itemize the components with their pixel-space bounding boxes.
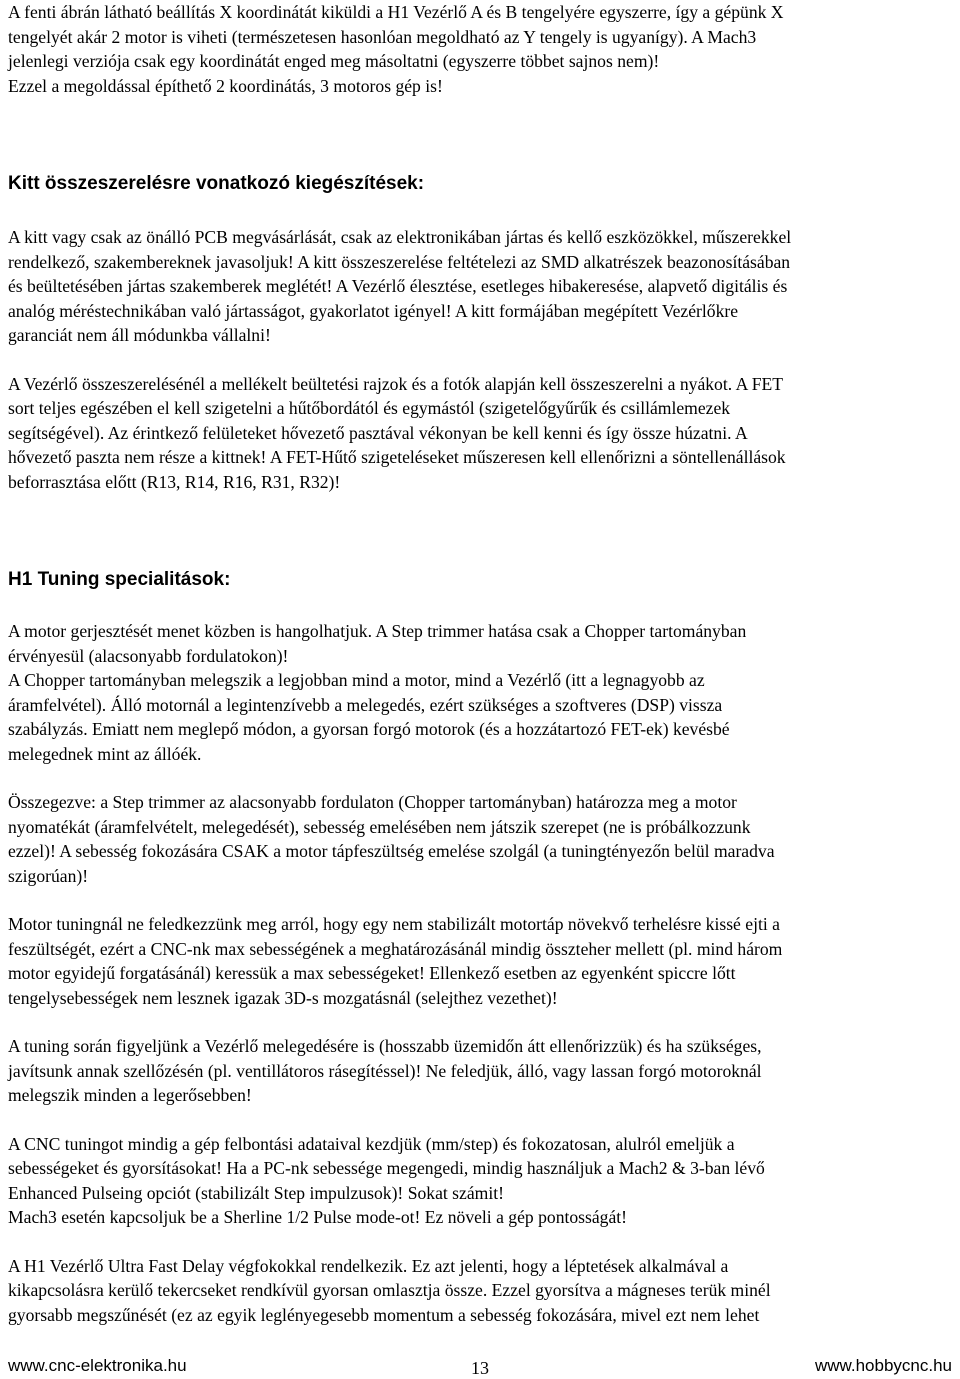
page-content — [8, 0, 954, 1327]
tuning-paragraph-6: A H1 Vezérlő Ultra Fast Delay végfokokkal rendelkezik. Ez azt jelenti, hogy a léptetések alkalmával a kikapcsolásra kerülő tekercseket rendkívül gyorsan omlasztja össze. Ezzel gyorsítva a mágneses terük minél gyorsabb megszűnését (ez az egyik leglényegesebb momentum a sebesség fokozására, mivel ezt nem lehet — [8, 1255, 771, 1325]
tuning-paragraph-3: Motor tuningnál ne feledkezzünk meg arról, hogy egy nem stabilizált motortáp növekvő terhelésre kissé ejti a feszültségét, ezért a CNC-nk max sebességének a meghatározásánál mindig összteher mellett (pl. mind három motor egyidejű forgatásánál) keressük a max sebességeket! Ellenkező esetben az egyenként spiccre lőtt tengelysebességek nem lesznek igazak 3D-s mozgatásnál (selejthez vezethet)! — [8, 914, 783, 1008]
kit-paragraph-2: A Vezérlő összeszerelésénél a mellékelt beültetési rajzok és a fotók alapján kell összeszerelni a nyákot. A FET sort teljes egészében el kell szigetelni a hűtőbordától és egymástól (szigetelőgyűrűk és csillámlemezek segítségével). Az érintkező felületeket hővezető pasztával vékonyan be kell kenni és így össze húzatni. A hővezető paszta nem része a kittnek! A FET-Hűtő szigeteléseket műszeresen kell ellenőrizni a söntellenállások beforrasztása előtt (R13, R14, R16, R31, R32)! — [8, 373, 786, 492]
footer-website-right[interactable]: www.hobbycnc.hu — [814, 1356, 952, 1375]
kit-paragraph-1: A kitt vagy csak az önálló PCB megvásárlását, csak az elektronikában jártas és kellő eszközökkel, műszerekkel rendelkező, szakembereknek javasoljuk! A kitt összeszerelése feltételezi az SMD alkatrészek beazonosításában és beültetésében jártas szakemberek meglétét! A Vezérlő élesztése, esetleges hibakeresése, alapvető digitális és analóg méréstechnikában való jártasságot, gyakorlatot igényel! A kitt formájában megépített Vezérlőkre garanciát nem áll módunkba vállalni! — [8, 227, 792, 345]
kit-section-heading: Kitt összeszerelésre vonatkozó kiegészítések: — [8, 173, 425, 194]
footer-page-number: 13 — [471, 1358, 489, 1378]
tuning-paragraph-1: A motor gerjesztését menet közben is hangolhatjuk. A Step trimmer hatása csak a Chopper tartományban érvényesül (alacsonyabb fordulatokon)! A Chopper tartományban melegszik a legjobban mind a motor, mind a Vezérlő (itt a legnagyobb az áramfelvétel). Álló motornál a legintenzívebb a melegedés, ezért szükséges a szoftveres (DSP) vissza szabályzás. Emiatt nem meglepő módon, a gyorsan forgó motorok (és a hozzátartozó FET-ek) kevésbé melegednek mint az állóék. — [8, 621, 747, 764]
tuning-section-heading: H1 Tuning specialitások: — [8, 569, 231, 590]
intro-paragraph: A fenti ábrán látható beállítás X koordinátát kiküldi a H1 Vezérlő A és B tengelyére egyszerre, így a gépünk X tengelyét akár 2 motor is viheti (természetesen hasonlóan megoldható az Y tengely is ugyanígy). A Mach3 jelenlegi verziója csak egy koordinátát enged meg másoltatni (egyszerre többet sajnos nem)! Ezzel a megoldással építhető 2 koordinátás, 3 motoros gép is! — [8, 2, 784, 96]
tuning-paragraph-4: A tuning során figyeljünk a Vezérlő melegedésére is (hosszabb üzemidőn átt ellenőrizzük) és ha szükséges, javítsunk annak szellőzésén (pl. ventillátoros rásegítéssel)! Ne feledjük, álló, vagy lassan forgó motoroknál melegszik minden a legerősebben! — [8, 1036, 762, 1105]
footer-website-left[interactable]: www.cnc-elektronika.hu — [8, 1356, 187, 1375]
tuning-paragraph-5: A CNC tuningot mindig a gép felbontási adataival kezdjük (mm/step) és fokozatosan, alulról emeljük a sebességeket és gyorsításokat! Ha a PC-nk sebessége megengedi, mindig használjuk a Mach2 & 3-ban lévő Enhanced Pulseing opciót (stabilizált Step impulzusok)! Sokat számit! Mach3 esetén kapcsoljuk be a Sherline 1/2 Pulse mode-ot! Ez növeli a gép pontosságát! — [8, 1133, 765, 1227]
tuning-paragraph-2: Összegezve: a Step trimmer az alacsonyabb fordulaton (Chopper tartományban) határozza meg a motor nyomatékát (áramfelvételt, melegedését), sebesség emelésében nem játszik szerepet (ne is próbálkozzunk ezzel)! A sebesség fokozására CSAK a motor tápfeszültség emelése szolgál (a tuningtényezőn belül maradva szigorúan)! — [8, 792, 775, 886]
